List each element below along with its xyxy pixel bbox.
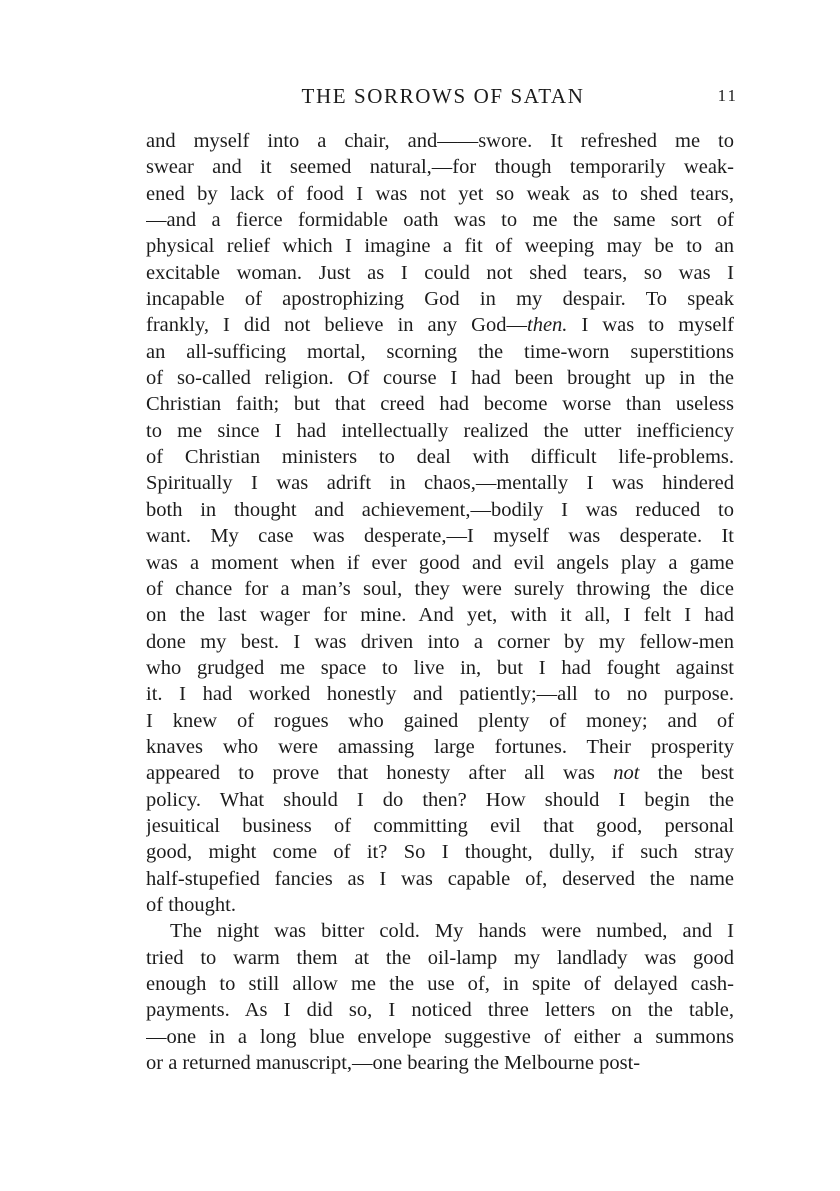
paragraph-2 (146, 918, 734, 1076)
body-text (146, 128, 734, 1076)
text-line: good, might come of it? So I thought, dully, if such stray (146, 841, 734, 864)
text-line: excitable woman. Just as I could not shed tears, so was I (146, 261, 734, 284)
text-run: I was to myself (567, 314, 734, 337)
text-line: The night was bitter cold. My hands were numbed, and I (170, 920, 734, 943)
text-line: Spiritually I was adrift in chaos,—mentally I was hindered (146, 472, 734, 495)
text-line: it. I had worked honestly and patiently;—all to no purpose. (146, 683, 734, 706)
italic-emphasis: then. (527, 314, 568, 337)
text-line: half-stupefied fancies as I was capable of, deserved the name (146, 867, 734, 890)
text-line: who grudged me space to live in, but I had fought against (146, 656, 734, 679)
text-line: —one in a long blue envelope suggestive of either a summons (146, 1025, 734, 1048)
text-line: swear and it seemed natural,—for though temporarily weak- (146, 156, 734, 179)
text-line: ened by lack of food I was not yet so weak as to shed tears, (146, 182, 734, 205)
running-title: THE SORROWS OF SATAN (301, 84, 585, 108)
text-line: knaves who were amassing large fortunes. Their prosperity (146, 735, 734, 758)
text-line: physical relief which I imagine a fit of weeping may be to an (146, 235, 734, 258)
text-line: or a returned manuscript,—one bearing the Melbourne post- (146, 1052, 641, 1075)
text-run: appeared to prove that honesty after all was (146, 762, 614, 785)
text-run: the best (639, 762, 734, 785)
text-line: of thought. (146, 893, 236, 916)
text-line: want. My case was desperate,—I myself was desperate. It (146, 525, 734, 548)
text-line: policy. What should I do then? How should I begin the (146, 788, 734, 811)
text-line: done my best. I was driven into a corner by my fellow-men (146, 630, 734, 653)
text-line: Christian faith; but that creed had become worse than useless (146, 393, 734, 416)
text-line (146, 312, 734, 338)
text-line: enough to still allow me the use of, in spite of delayed cash- (146, 973, 734, 995)
page-number: 11 (717, 86, 738, 105)
text-line: of chance for a man’s soul, they were surely throwing the dice (146, 577, 734, 600)
text-line: on the last wager for mine. And yet, with it all, I felt I had (146, 604, 734, 627)
text-line: I knew of rogues who gained plenty of money; and of (146, 709, 734, 732)
text-line: to me since I had intellectually realized the utter inefficiency (146, 419, 734, 442)
text-line: payments. As I did so, I noticed three letters on the table, (146, 999, 734, 1022)
text-line (146, 760, 734, 786)
paragraph-1 (146, 128, 734, 918)
text-run: frankly, I did not believe in any God— (146, 314, 527, 337)
page-header (146, 84, 740, 114)
text-line: incapable of apostrophizing God in my despair. To speak (146, 288, 734, 311)
text-line: and myself into a chair, and——swore. It refreshed me to (146, 130, 734, 152)
text-line: was a moment when if ever good and evil angels play a game (146, 551, 734, 574)
italic-emphasis: not (613, 762, 640, 785)
text-line: jesuitical business of committing evil that good, personal (146, 814, 734, 837)
text-line: of so-called religion. Of course I had been brought up in the (146, 367, 734, 390)
text-line: —and a fierce formidable oath was to me the same sort of (146, 209, 734, 232)
text-line: of Christian ministers to deal with difficult life-problems. (146, 446, 734, 469)
text-line: both in thought and achievement,—bodily I was reduced to (146, 498, 734, 521)
text-line: tried to warm them at the oil-lamp my landlady was good (146, 946, 734, 969)
text-line: an all-sufficing mortal, scorning the time-worn superstitions (146, 340, 734, 363)
